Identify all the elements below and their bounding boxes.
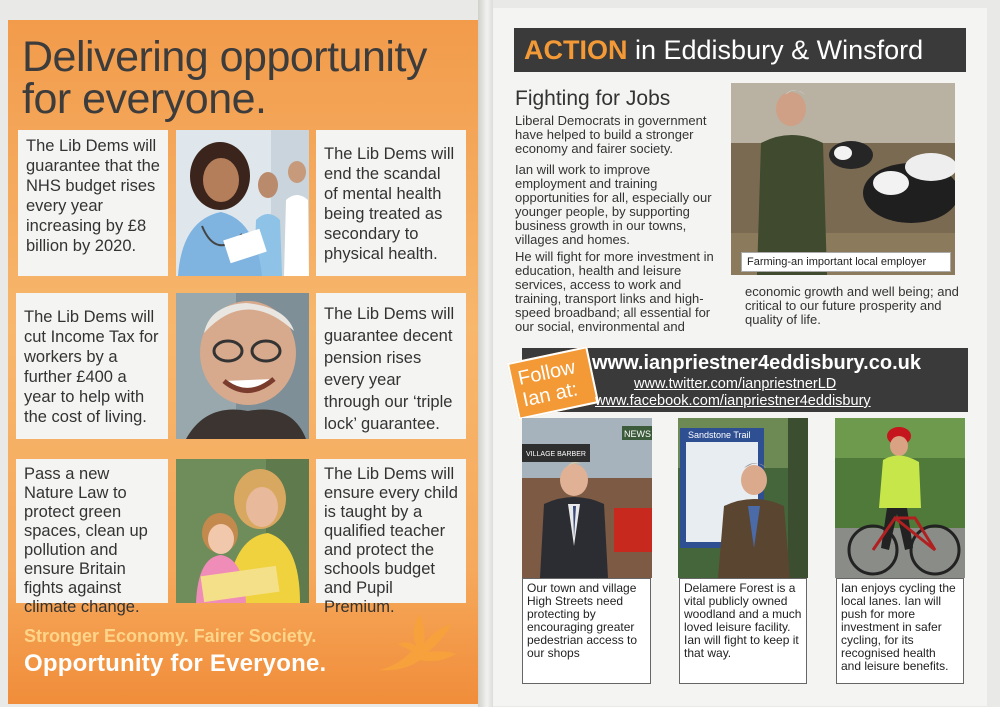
action-word: ACTION: [524, 35, 628, 65]
twitter-link[interactable]: www.twitter.com/ianpriestnerLD: [634, 376, 837, 392]
delamere-forest-caption: Delamere Forest is a vital publicly owned woodland and a much loved leisure facility. Ian will fight to keep it that way.: [679, 578, 807, 684]
nature-pledge: Pass a new Nature Law to protect green spaces, clean up pollution and ensure Britain fights against climate change.: [16, 459, 168, 603]
cycling-photo: [835, 418, 965, 578]
high-street-photo: [522, 418, 652, 578]
farming-caption: Farming-an important local employer: [741, 252, 951, 272]
barber-sign: VILLAGE BARBER: [526, 451, 586, 458]
income-tax-pledge: The Lib Dems will cut Income Tax for workers by a further £400 a year to help with the cost of living.: [16, 293, 168, 439]
pensioner-photo: [176, 293, 309, 439]
facebook-link[interactable]: www.facebook.com/ianpriestner4eddisbury: [595, 393, 871, 409]
farming-photo: [731, 83, 955, 275]
headline-line-2: for everyone.: [22, 75, 267, 123]
body-paragraph-3-continued: economic growth and well being; and critical to our future prosperity and quality of life.: [745, 284, 959, 327]
mental-health-pledge: The Lib Dems will end the scandal of mental health being treated as secondary to physical health.: [316, 130, 466, 276]
body-paragraph-3: He will fight for more investment in education, health and leisure services, access to work and training, transport links and high-speed broadband; all essential for our social, environmental and: [515, 249, 714, 334]
cycling-caption: Ian enjoys cycling the local lanes. Ian will push for more investment in safer cycling, for its recognised health and leisure benefits.: [836, 578, 964, 684]
nurses-photo: [176, 130, 309, 276]
pension-pledge: The Lib Dems will guarantee decent pension rises every year through our ‘triple lock’ guarantee.: [316, 293, 466, 439]
nhs-pledge: The Lib Dems will guarantee that the NHS budget rises every year increasing by £8 billion by 2020.: [18, 130, 168, 276]
slogan-line-2: Opportunity for Everyone.: [24, 650, 327, 677]
action-location: in Eddisbury & Winsford: [627, 35, 924, 65]
delamere-forest-photo: [678, 418, 808, 578]
news-sign: NEWS: [624, 429, 651, 439]
lib-dem-bird-logo: [370, 610, 458, 676]
action-banner: [514, 28, 966, 72]
trail-sign: Sandstone Trail: [688, 430, 751, 440]
headline-line-1: Delivering opportunity: [22, 33, 427, 81]
fighting-for-jobs-heading: Fighting for Jobs: [515, 87, 671, 110]
website-link[interactable]: www.ianpriestner4eddisbury.co.uk: [592, 352, 921, 374]
body-paragraph-2: Ian will work to improve employment and training opportunities for all, especially our younger people, by supporting business growth in our towns, villages and homes.: [515, 162, 712, 247]
follow-ian-tag: Follow Ian at:: [507, 346, 599, 420]
mother-child-photo: [176, 459, 309, 603]
slogan-line-1: Stronger Economy. Fairer Society.: [24, 626, 317, 646]
page-gutter: [478, 0, 493, 707]
body-paragraph-1: Liberal Democrats in government have helped to build a stronger economy and fairer society.: [515, 113, 707, 156]
headline: [22, 33, 472, 123]
teacher-pledge: The Lib Dems will ensure every child is taught by a qualified teacher and protect the schools budget and Pupil Premium.: [316, 459, 466, 603]
high-street-caption: Our town and village High Streets need protecting by encouraging greater pedestrian access to our shops: [522, 578, 651, 684]
